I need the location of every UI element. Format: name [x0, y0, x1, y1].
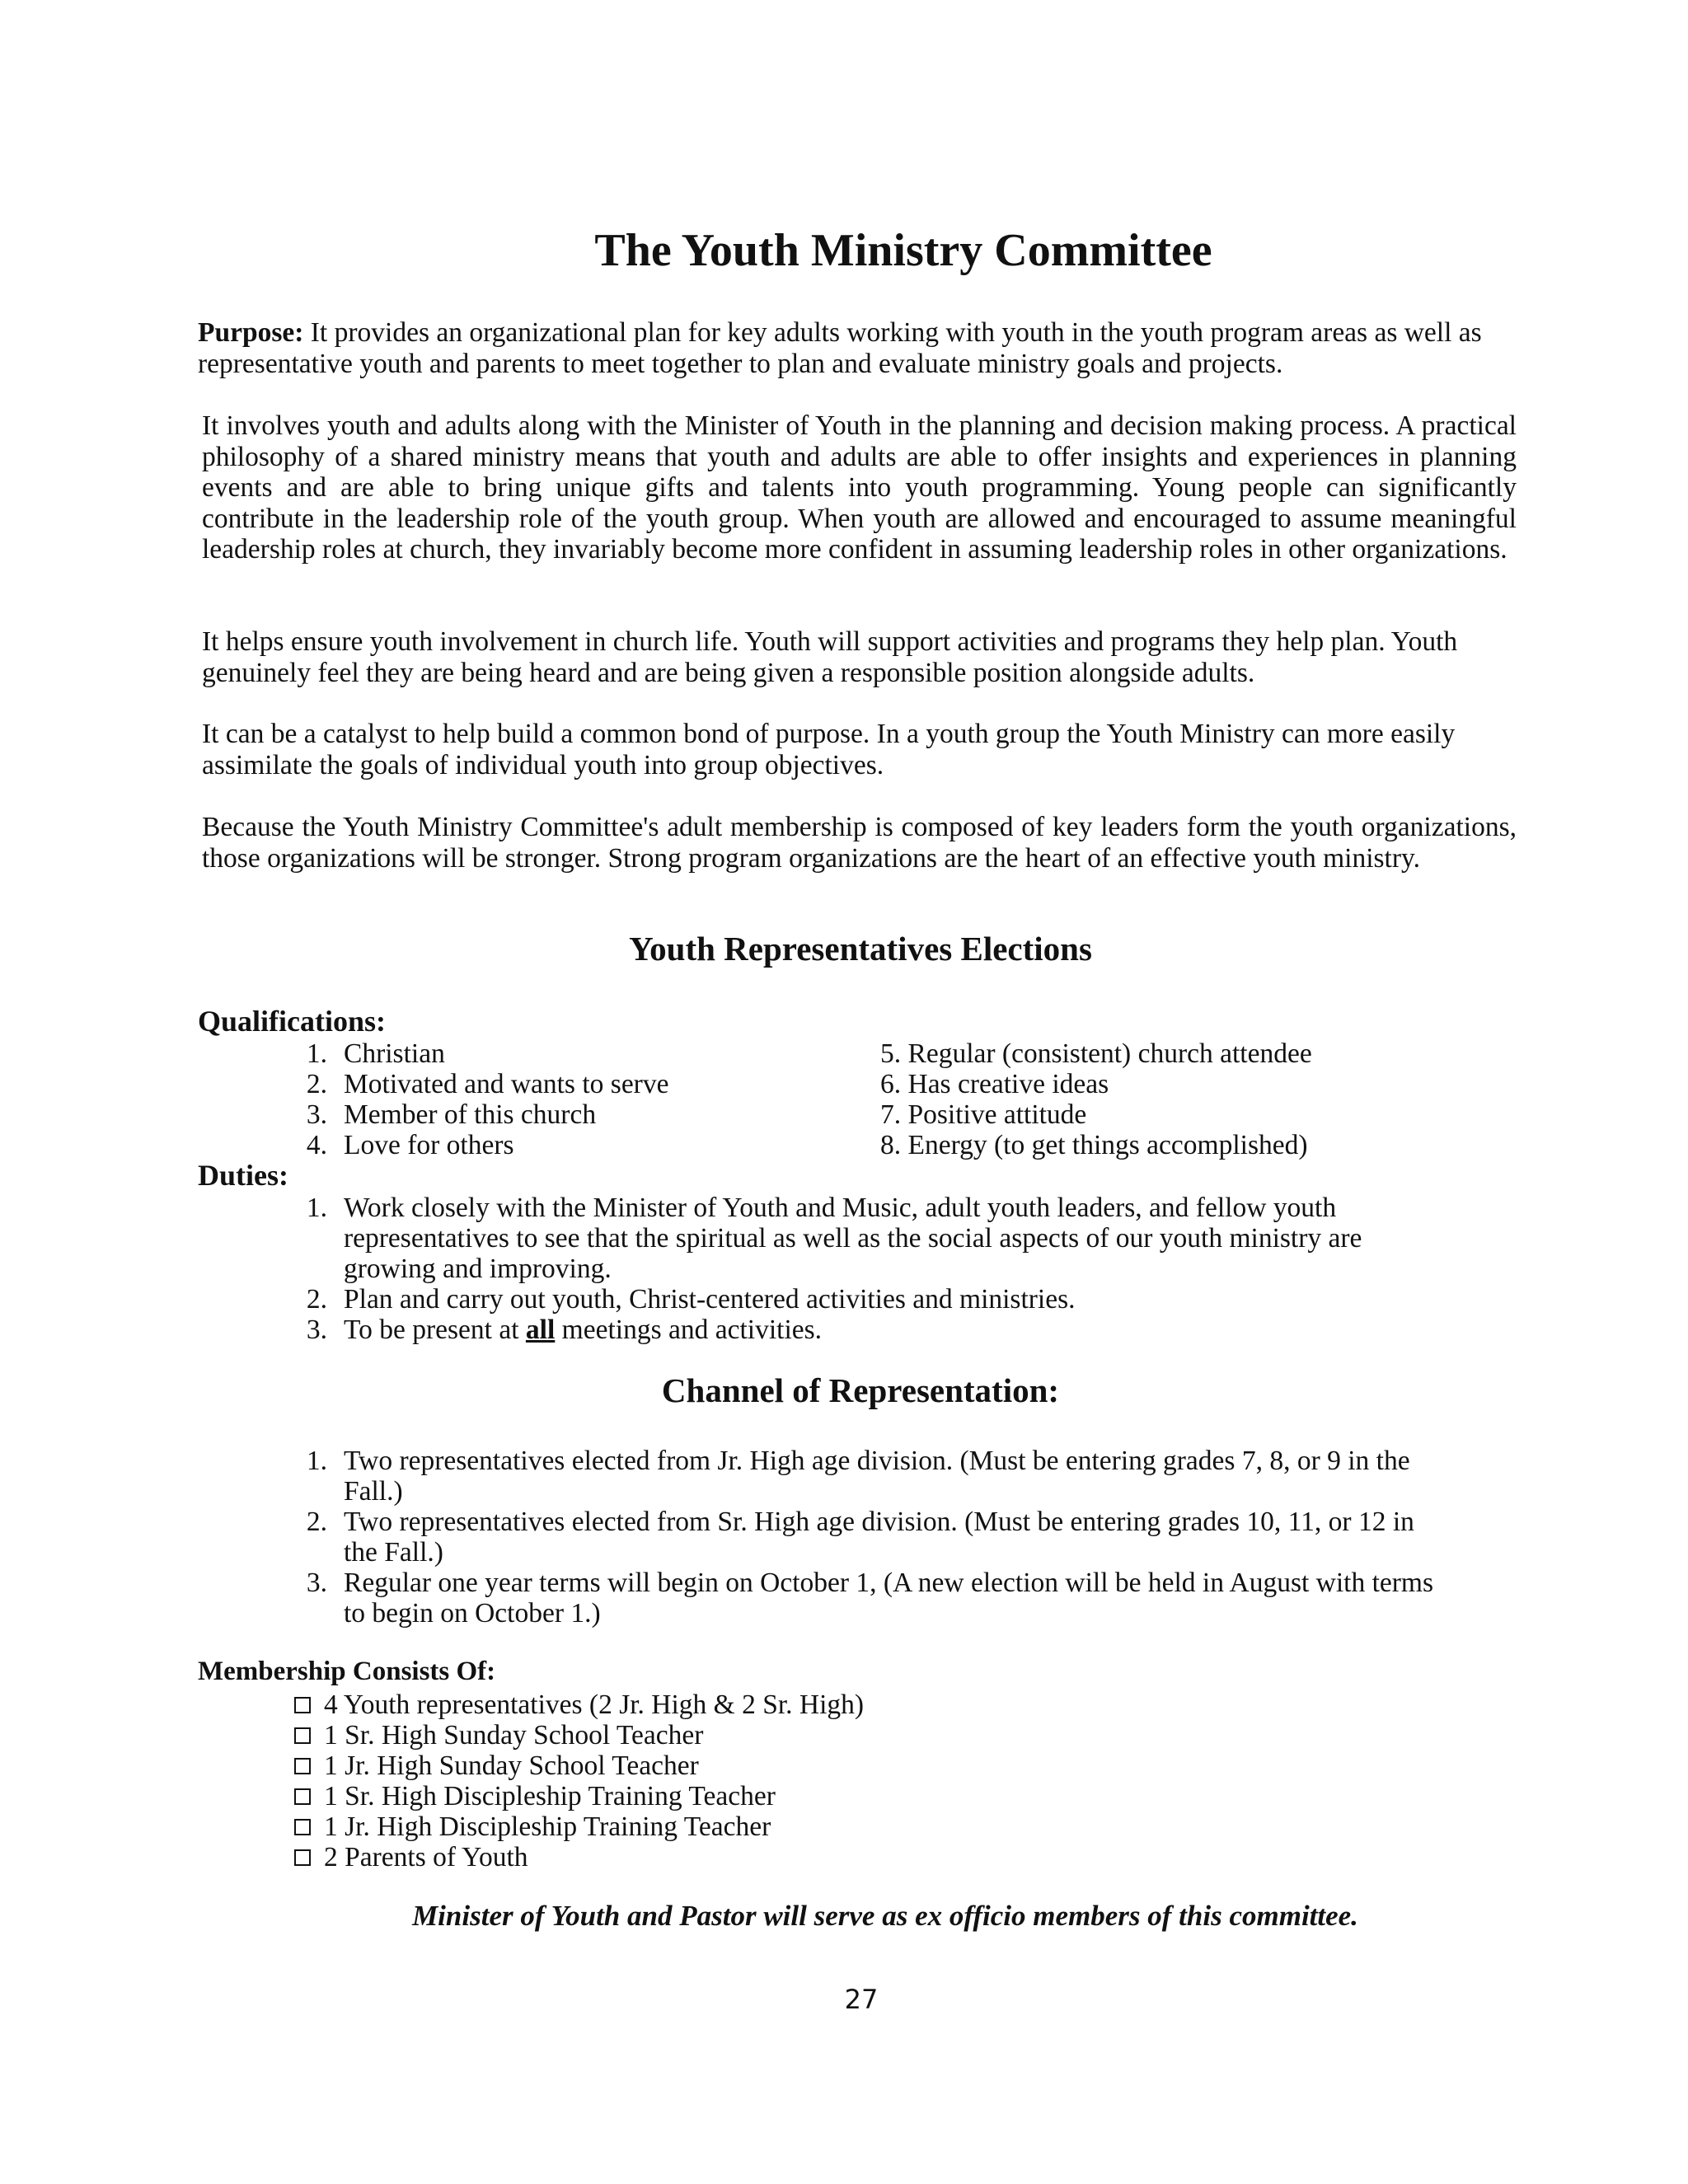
duties-label: Duties: — [198, 1159, 288, 1192]
qualifications-label: Qualifications: — [198, 1005, 387, 1038]
list-item — [294, 1099, 668, 1130]
list-text: 1 Sr. High Discipleship Training Teacher — [324, 1781, 776, 1811]
checkbox-icon — [294, 1727, 311, 1744]
list-number: 1. — [306, 1193, 327, 1223]
list-text: 2 Parents of Youth — [324, 1842, 528, 1872]
list-item — [294, 1284, 1432, 1315]
list-number: 2. — [306, 1507, 327, 1537]
list-number: 2. — [306, 1284, 327, 1315]
list-text: Motivated and wants to serve — [344, 1069, 669, 1099]
paragraph-involvement: It helps ensure youth involvement in church life. Youth will support activities and programs they help plan. Youth genuinely feel they are being heard and are being given a responsible position alongside adults. — [202, 626, 1458, 688]
list-text: To be present at — [344, 1315, 526, 1345]
list-item — [294, 1193, 1432, 1284]
checkbox-icon — [294, 1788, 311, 1805]
membership-label: Membership Consists Of: — [198, 1657, 496, 1686]
duties-list — [294, 1193, 1432, 1345]
purpose-label: Purpose: — [198, 317, 304, 348]
membership-list — [294, 1690, 864, 1872]
list-item — [294, 1446, 1436, 1507]
checkbox-icon — [294, 1819, 311, 1835]
paragraph-catalyst: It can be a catalyst to help build a common bond of purpose. In a youth group the Youth Ministry can more easily assimilate the goals of individual youth into group objectives. — [202, 719, 1456, 780]
list-text: Regular one year terms will begin on October 1, (A new election will be held in August with terms to begin on October 1.) — [344, 1568, 1434, 1629]
paragraph-shared-ministry: It involves youth and adults along with the Minister of Youth in the planning and decision making process. A practical philosophy of a shared ministry means that youth and adults are able to offer insights and experiences in planning events and are able to bring unique gifts and talents into youth programming. Young people can significantly contribute in the leadership role of the youth group. When youth are allowed and encouraged to assume meaningful leadership roles at church, they invariably become more confident in assuming leadership roles in other organizations. — [202, 410, 1517, 565]
list-item: 7. Positive attitude — [880, 1099, 1087, 1130]
list-text: 1 Sr. High Sunday School Teacher — [324, 1720, 704, 1750]
list-text: Love for others — [344, 1130, 514, 1160]
list-text: Work closely with the Minister of Youth and Music, adult youth leaders, and fellow youth representatives to see that the spiritual as well as the social aspects of our youth ministry are growing and improving. — [344, 1193, 1362, 1284]
elections-heading: Youth Representatives Elections — [629, 930, 1092, 968]
list-number: 1. — [306, 1038, 327, 1069]
list-item — [294, 1750, 864, 1781]
list-text: 1 Jr. High Sunday School Teacher — [324, 1750, 699, 1781]
list-item: 8. Energy (to get things accomplished) — [880, 1130, 1308, 1160]
checkbox-icon — [294, 1697, 311, 1713]
list-item — [294, 1568, 1436, 1629]
list-number: 3. — [306, 1315, 327, 1345]
paragraph-membership-strength: Because the Youth Ministry Committee's adult membership is composed of key leaders form the youth organizations, those organizations will be stronger. Strong program organizations are the heart of an effective youth ministry. — [202, 812, 1517, 874]
list-item — [294, 1781, 864, 1811]
ex-officio-note: Minister of Youth and Pastor will serve as ex officio members of this committee. — [412, 1900, 1358, 1932]
list-item — [294, 1315, 1432, 1345]
list-text: Member of this church — [344, 1099, 597, 1130]
page-title: The Youth Ministry Committee — [594, 225, 1212, 276]
list-text: 1 Jr. High Discipleship Training Teacher — [324, 1811, 771, 1842]
list-item — [294, 1130, 668, 1160]
page-number: 27 — [844, 1984, 879, 2015]
list-number: 3. — [306, 1099, 327, 1130]
list-number: 3. — [306, 1568, 327, 1598]
list-text: Christian — [344, 1038, 445, 1069]
list-item — [294, 1720, 864, 1750]
list-item — [294, 1069, 668, 1099]
list-item — [294, 1507, 1436, 1568]
qualifications-list-left — [294, 1038, 668, 1160]
list-item — [294, 1842, 864, 1872]
channel-list — [294, 1446, 1436, 1629]
list-item: 6. Has creative ideas — [880, 1069, 1109, 1099]
list-text: Plan and carry out youth, Christ-centered activities and ministries. — [344, 1284, 1076, 1315]
list-item: 5. Regular (consistent) church attendee — [880, 1038, 1312, 1069]
purpose-text: It provides an organizational plan for key adults working with youth in the youth program areas as well as representative youth and parents to meet together to plan and evaluate ministry goals and projects. — [198, 317, 1482, 379]
list-text: Two representatives elected from Jr. High age division. (Must be entering grades 7, 8, or 9 in the Fall.) — [344, 1446, 1410, 1507]
list-text: 4 Youth representatives (2 Jr. High & 2 Sr. High) — [324, 1690, 865, 1720]
checkbox-icon — [294, 1758, 311, 1774]
channel-heading: Channel of Representation: — [661, 1371, 1060, 1409]
list-text: Two representatives elected from Sr. High age division. (Must be entering grades 10, 11, or 12 in the Fall.) — [344, 1507, 1414, 1568]
emphasis-all: all — [525, 1315, 556, 1345]
list-item — [294, 1690, 864, 1720]
list-number: 4. — [306, 1130, 327, 1160]
checkbox-icon — [294, 1849, 311, 1866]
purpose-paragraph — [198, 317, 1517, 379]
list-text: meetings and activities. — [555, 1315, 823, 1345]
list-number: 1. — [306, 1446, 327, 1476]
list-number: 2. — [306, 1069, 327, 1099]
qualifications-list-right — [880, 1038, 1312, 1160]
list-item — [294, 1811, 864, 1842]
list-item — [294, 1038, 668, 1069]
